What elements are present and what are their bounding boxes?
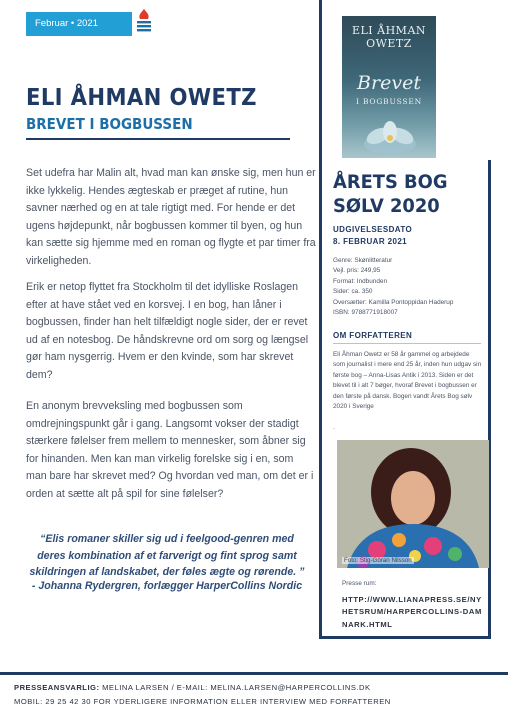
press-contact-phone: MOBIL: 29 25 42 30 FOR YDERLIGERE INFORMATION ELLER INTERVIEW MED FORFATTEREN xyxy=(14,697,391,706)
release-date-label: UDGIVELSESDATO xyxy=(333,225,413,234)
award-headline-line: SØLV 2020 xyxy=(333,195,440,217)
cover-author-line: OWETZ xyxy=(366,37,412,50)
footer-divider xyxy=(0,672,508,675)
synopsis-paragraph: Set udefra har Malin alt, hvad man kan ønske sig, men hun er ikke lykkelig. Hendes ægteskab er præget af rutine, hun savner nærhed og en at tale rigtigt med. For hende er det ugens højdepunkt, når bogbussen kommer til byen, og hun kan sætte sig hjemme med en roman og flygte et par timer fra virkeligheden. xyxy=(26,167,316,267)
book-facts xyxy=(333,256,453,318)
cover-author xyxy=(342,24,436,50)
fact-genre: Genre: Skønlitteratur xyxy=(333,257,393,264)
cover-title: Brevet xyxy=(357,72,421,94)
date-tag: Februar • 2021 xyxy=(26,12,132,36)
sidebar-frame-top xyxy=(319,0,322,160)
author-photo xyxy=(337,440,489,568)
press-contact-label: PRESSEANSVARLIG: xyxy=(14,683,100,692)
about-author-text: Eli Åhman Owetz er 58 år gammel og arbejdede som journalist i mere end 25 år, inden hun udgav sin første bog – Anna-Lisas Antik i 2013. Siden er det blevet til i alt 7 bøger, hvoraf Brevet i bogbussen er den første på dansk. Bogen vandt Årets Bog sølv 2020 i Sverige xyxy=(333,351,482,411)
book-title: BREVET I BOGBUSSEN xyxy=(26,115,193,133)
award-headline-line: ÅRETS BOG xyxy=(333,171,448,193)
press-contact xyxy=(14,683,371,692)
fact-pages: Sider: ca. 350 xyxy=(333,288,373,296)
book-cover xyxy=(342,16,436,158)
harpercollins-logo xyxy=(135,8,153,34)
photo-credit: Foto: Stig-Göran Nilsson xyxy=(344,557,412,564)
cover-subtitle: I BOGBUSSEN xyxy=(356,97,422,106)
title-divider xyxy=(26,138,290,140)
fact-price: Vejl. pris: 249,95 xyxy=(333,267,381,275)
review-quote: “Elis romaner skiller sig ud i feelgood-genren med deres kombination af et farverigt og fint sprog samt skildringen af landskabet, der føles ægte og rørende. ” xyxy=(29,533,305,578)
sidebar-frame-bottom xyxy=(319,636,491,639)
fact-translator: Oversætter: Kamilla Pontoppidan Haderup xyxy=(333,298,454,306)
sidebar-frame-left xyxy=(319,160,322,638)
fact-isbn: ISBN: 9788771918007 xyxy=(333,309,398,317)
author-name: ELI ÅHMAN OWETZ xyxy=(26,85,257,111)
quote-attribution: - Johanna Rydergren, forlægger HarperCollins Nordic xyxy=(31,580,303,592)
press-room-label: Presse rum: xyxy=(342,580,377,587)
release-date: 8. FEBRUAR 2021 xyxy=(333,237,408,246)
award-headline xyxy=(333,170,448,218)
press-room-link[interactable]: HTTP://WWW.LIANAPRESS.SE/NYHETSRUM/HARPERCOLLINS-DAMNARK.HTML xyxy=(342,595,482,629)
about-author-heading: OM FORFATTEREN xyxy=(333,331,413,340)
press-contact-details: MELINA LARSEN / E-MAIL: MELINA.LARSEN@HARPERCOLLINS.DK xyxy=(99,683,371,692)
synopsis-paragraph: En anonym brevveksling med bogbussen som omdrejningspunkt går i gang. Langsomt vokser der stadigt stærkere følelser frem mellem to mennesker, som åbner sig for hinanden. Men kan man virkelig forelske sig i en, som man bare har skrevet med? Og hvordan ved man, om det er i orden at sætte alt på spil for sine følelser? xyxy=(26,400,314,500)
flower-illustration xyxy=(360,110,420,156)
author-portrait xyxy=(337,440,489,568)
about-trailing-dot: . xyxy=(333,424,335,431)
cover-author-line: ELI ÅHMAN xyxy=(351,24,427,37)
synopsis-paragraph: Erik er netop flyttet fra Stockholm til det idylliske Roslagen efter at have stået ved en korsvej. I en bog, han låner i bogbussen, finder han helt tilfældigt nogle sider, der er revet ud af en notesbog. De håndskrevne ord om sorg og længsel gør ham nysgerrig. Hvem er den kvinde, som har skrevet dem? xyxy=(26,281,309,381)
about-divider xyxy=(333,343,481,344)
fact-format: Format: Indbunden xyxy=(333,277,387,285)
